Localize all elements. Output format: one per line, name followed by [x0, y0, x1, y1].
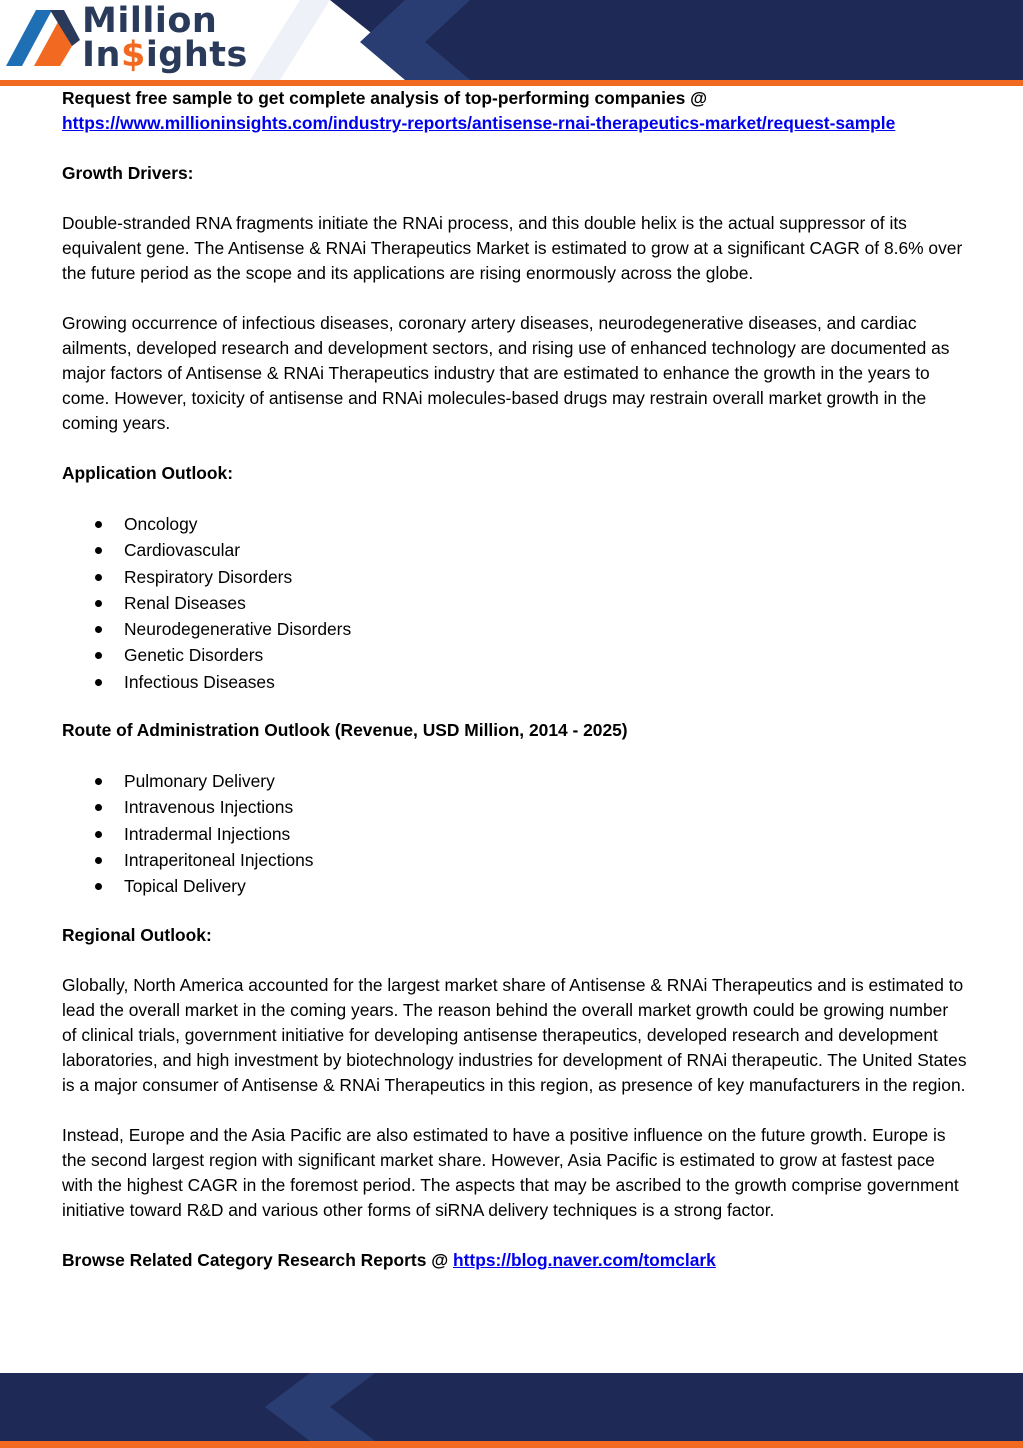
- request-sample-text: Request free sample to get complete analysis of top-performing companies @: [62, 88, 708, 108]
- request-sample-link[interactable]: https://www.millioninsights.com/industry-reports/antisense-rnai-therapeutics-market/request-sample: [62, 113, 896, 133]
- browse-related-text: Browse Related Category Research Reports @: [62, 1249, 449, 1270]
- footer-banner: [0, 1373, 1023, 1448]
- growth-drivers-heading: Growth Drivers:: [62, 163, 194, 183]
- application-outlook-heading: Application Outlook:: [62, 463, 233, 483]
- application-list: [62, 511, 967, 695]
- growth-paragraph-1: Double-stranded RNA fragments initiate the RNAi process, and this double helix is the actual suppressor of its equivalent gene. The Antisense & RNAi Therapeutics Market is estimated to grow at a significant CAGR of 8.6% over the future period as the scope and its applications are rising enormously across the globe.: [62, 213, 963, 283]
- list-item: Renal Diseases: [62, 590, 967, 616]
- document-body: [62, 86, 967, 1273]
- list-item: Intradermal Injections: [62, 821, 967, 847]
- regional-paragraph-2: Instead, Europe and the Asia Pacific are also estimated to have a positive influence on the future growth. Europe is the second largest region with significant market share. However, Asia Pacific is estimated to grow at fastest pace with the highest CAGR in the foremost period. The aspects that may be ascribed to the growth comprise government initiative toward R&D and various other forms of siRNA delivery techniques is a strong factor.: [62, 1124, 959, 1220]
- regional-outlook-heading: Regional Outlook:: [62, 924, 212, 945]
- regional-paragraph-1: Globally, North America accounted for the largest market share of Antisense & RNAi Therapeutics and is estimated to lead the overall market in the coming years. The reason behind the overall market growth could be growing number of clinical trials, government initiative for developing antisense therapeutics, developed research and development laboratories, and high investment by biotechnology industries for development of RNAi therapeutic. The United States is a major consumer of Antisense & RNAi Therapeutics in this region, as presence of key manufacturers in the region.: [62, 974, 967, 1095]
- brand-line1: Million: [82, 1, 218, 41]
- brand-logo: [82, 1, 248, 75]
- list-item: Intravenous Injections: [62, 794, 967, 820]
- list-item: Genetic Disorders: [62, 642, 967, 668]
- page-header: [0, 0, 1023, 86]
- list-item: Intraperitoneal Injections: [62, 847, 967, 873]
- list-item: Cardiovascular: [62, 537, 967, 563]
- list-item: Neurodegenerative Disorders: [62, 616, 967, 642]
- browse-related-line: [62, 1248, 967, 1273]
- list-item: Topical Delivery: [62, 873, 967, 899]
- route-outlook-heading: Route of Administration Outlook (Revenue, USD Million, 2014 - 2025): [62, 720, 628, 741]
- brand-line2-post: ights: [145, 35, 248, 75]
- list-item: Oncology: [62, 511, 967, 537]
- route-list: [62, 768, 967, 899]
- brand-line2-pre: In: [82, 35, 121, 75]
- browse-related-link[interactable]: https://blog.naver.com/tomclark: [453, 1249, 716, 1270]
- growth-paragraph-2: Growing occurrence of infectious diseases, coronary artery diseases, neurodegenerative diseases, and cardiac ailments, developed research and development sectors, and rising use of enhanced technology are documented as major factors of Antisense & RNAi Therapeutics industry that are estimated to enhance the growth in the years to come. However, toxicity of antisense and RNAi molecules-based drugs may restrain overall market growth in the coming years.: [62, 313, 950, 433]
- list-item: Respiratory Disorders: [62, 564, 967, 590]
- list-item: Infectious Diseases: [62, 669, 967, 695]
- brand-dollar: $: [120, 35, 146, 75]
- list-item: Pulmonary Delivery: [62, 768, 967, 794]
- page-footer: [0, 1373, 1023, 1448]
